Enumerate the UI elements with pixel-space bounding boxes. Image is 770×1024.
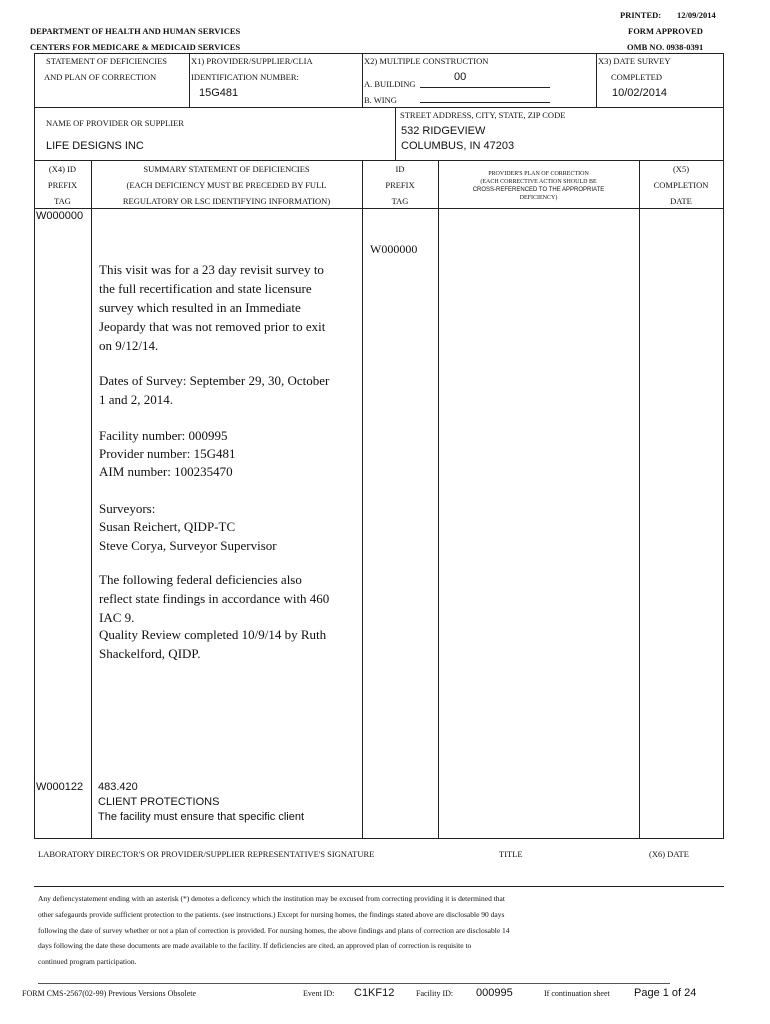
surveyor-1: Susan Reichert, QIDP-TC <box>99 519 236 534</box>
id-header-2: PREFIX <box>385 180 415 190</box>
address-line-2: COLUMBUS, IN 47203 <box>401 140 515 152</box>
paragraph-dates: Dates of Survey: September 29, 30, October 1 and 2, 2014. <box>99 373 330 407</box>
summary-header-3: REGULATORY OR LSC IDENTIFYING INFORMATION) <box>122 196 331 206</box>
x5-header-2: COMPLETION <box>653 180 709 190</box>
page-number: Page 1 of 24 <box>634 987 697 999</box>
x1-label-2: IDENTIFICATION NUMBER: <box>191 72 299 82</box>
facility-number: Facility number: 000995 <box>99 428 228 443</box>
plan-header-2: (EACH CORRECTIVE ACTION SHOULD BE <box>480 179 597 185</box>
x5-header-1: (X5) <box>672 164 690 174</box>
x3-label-2: COMPLETED <box>611 72 662 82</box>
disclaimer-line-1: Any defiencystatement ending with an asterisk (*) denotes a deficency which the institution may be excused from correcting providing it is determined that <box>38 894 505 903</box>
provider-name-label: NAME OF PROVIDER OR SUPPLIER <box>46 118 184 128</box>
date-completed: 10/02/2014 <box>612 87 668 99</box>
address-label: STREET ADDRESS, CITY, STATE, ZIP CODE <box>400 110 566 120</box>
disclaimer-line-5: continued program participation. <box>38 957 137 966</box>
disclaimer-line-2: other safegaurds provide sufficient protection to the patients. (see instructions.) Except for nursing homes, the findings stated above are disclosable 90 days <box>38 910 505 919</box>
id-header-1: ID <box>395 164 405 174</box>
wing-label: B. WING <box>364 95 397 105</box>
id-header-3: TAG <box>391 196 409 206</box>
paragraph-federal: The following federal deficiencies also reflect state findings in accordance with 460 IAC 9. <box>99 572 330 625</box>
provider-number: Provider number: 15G481 <box>99 446 236 461</box>
aim-number: AIM number: 100235470 <box>99 464 233 479</box>
id-prefix-tag-1: W000000 <box>370 242 418 256</box>
prefix-tag-1: W000000 <box>36 210 84 222</box>
x5-header-3: DATE <box>670 196 692 206</box>
disclaimer-line-4: days following the date these documents are made available to the facility. If deficiencies are cited, an approved plan of correction is requisite to <box>38 941 472 950</box>
prefix-tag-2: W000122 <box>36 781 84 793</box>
statement-label-1: STATEMENT OF DEFICIENCIES <box>46 56 168 66</box>
printed-label: PRINTED: <box>620 10 662 20</box>
paragraph-quality-review: Quality Review completed 10/9/14 by Ruth Shackelford, QIDP. <box>99 627 327 661</box>
surveyor-2: Steve Corya, Surveyor Supervisor <box>99 538 277 553</box>
disclaimer-line-3: following the date of survey whether or not a plan of correction is provided. For nursing homes, the above findings and plans of correction are disclosable 14 <box>38 926 510 935</box>
x4-header-2: PREFIX <box>47 180 78 190</box>
surveyors-label: Surveyors: <box>99 501 156 516</box>
form-label: FORM CMS-2567(02-99) Previous Versions Obsolete <box>22 989 197 998</box>
x2-label: X2) MULTIPLE CONSTRUCTION <box>364 56 489 66</box>
omb-number: OMB NO. 0938-0391 <box>627 42 704 52</box>
building-value: 00 <box>454 71 467 83</box>
continuation-label: If continuation sheet <box>544 989 610 998</box>
title-label: TITLE <box>499 849 523 859</box>
paragraph-visit: This visit was for a 23 day revisit survey to the full recertification and state licensure survey which resulted in an Immediate Jeopardy that was not removed prior to exit on 9/12/14. <box>99 262 326 353</box>
provider-id: 15G481 <box>199 87 239 99</box>
regulation-title: CLIENT PROTECTIONS <box>98 796 220 808</box>
centers-title: CENTERS FOR MEDICARE & MEDICAID SERVICES <box>30 42 241 52</box>
signature-label: LABORATORY DIRECTOR'S OR PROVIDER/SUPPLIER REPRESENTATIVE'S SIGNATURE <box>38 849 375 859</box>
address-line-1: 532 RIDGEVIEW <box>401 125 486 137</box>
regulation-text: The facility must ensure that specific client <box>98 811 305 823</box>
event-id-label: Event ID: <box>303 989 335 998</box>
facility-id: 000995 <box>476 987 513 999</box>
summary-header-2: (EACH DEFICIENCY MUST BE PRECEDED BY FULL <box>126 180 327 190</box>
statement-label-2: AND PLAN OF CORRECTION <box>44 72 157 82</box>
form-approved: FORM APPROVED <box>628 26 703 36</box>
x1-label-1: X1) PROVIDER/SUPPLIER/CLIA <box>191 56 313 66</box>
plan-header-1: PROVIDER'S PLAN OF CORRECTION <box>488 171 589 177</box>
date-label: (X6) DATE <box>649 849 689 859</box>
x3-label-1: X3) DATE SURVEY <box>598 56 671 66</box>
event-id: C1KF12 <box>354 987 395 999</box>
facility-id-label: Facility ID: <box>416 989 454 998</box>
summary-header-1: SUMMARY STATEMENT OF DEFICIENCIES <box>143 164 310 174</box>
printed-date: 12/09/2014 <box>677 10 716 20</box>
plan-header-3: CROSS-REFERENCED TO THE APPROPRIATE <box>472 187 605 193</box>
building-label: A. BUILDING <box>364 79 416 89</box>
regulation-number: 483.420 <box>98 781 138 793</box>
department-title: DEPARTMENT OF HEALTH AND HUMAN SERVICES <box>30 26 241 36</box>
x4-header-3: TAG <box>54 196 71 206</box>
provider-name: LIFE DESIGNS INC <box>46 140 144 152</box>
plan-header-4: DEFICIENCY) <box>519 195 558 201</box>
x4-header-1: (X4) ID <box>48 164 77 174</box>
